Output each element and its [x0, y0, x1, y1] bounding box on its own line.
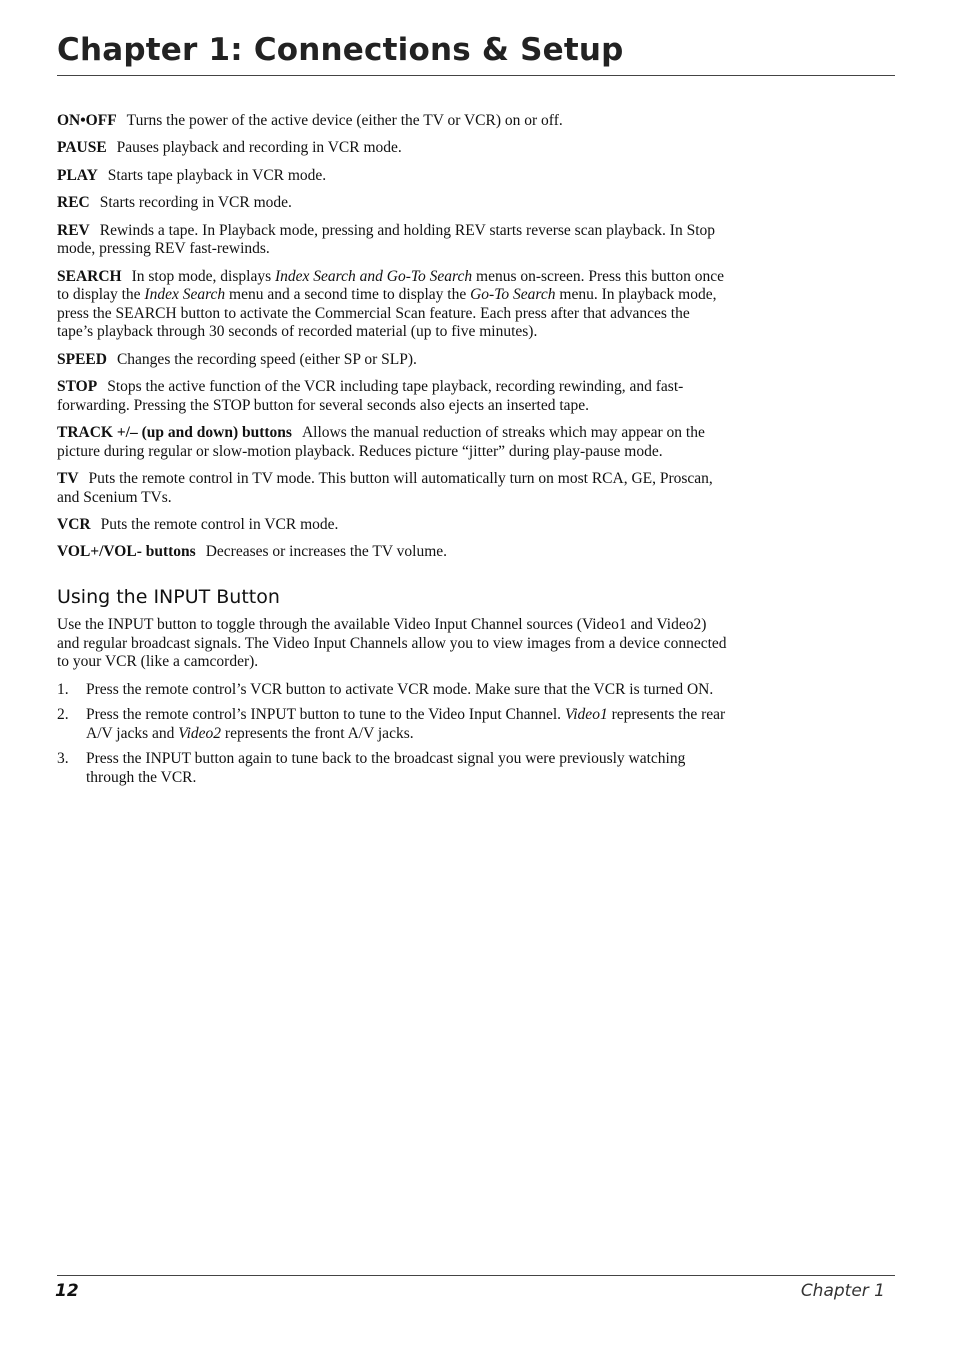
section-intro: Use the INPUT button to toggle through the available Video Input Channel sources (Video1 and Video2) and regular broadcast signals. The Video Input Channels allow you to view images from a device connected to your VCR (like a camcorder). — [57, 616, 727, 671]
footer-chapter-label: Chapter 1 — [800, 1281, 885, 1301]
definition-term: PAUSE — [57, 139, 107, 157]
text-run: represents the front A/V jacks. — [221, 724, 414, 742]
text-run: In stop mode, displays — [131, 267, 275, 285]
steps-list — [57, 681, 729, 788]
italic-text: Index Search — [144, 286, 226, 304]
definition-term: VCR — [57, 516, 91, 534]
chapter-title: Chapter 1: Connections & Setup — [57, 32, 624, 68]
text-run: menus on-screen. Press this button once to display the — [57, 267, 724, 304]
step-number: 1. — [57, 680, 69, 698]
definition-term: REC — [57, 194, 90, 212]
definition-term: ON•OFF — [57, 112, 117, 129]
definition-term: PLAY — [57, 166, 98, 184]
definition-item — [57, 516, 729, 535]
button-definitions — [57, 112, 729, 562]
page-number: 12 — [55, 1281, 79, 1301]
text-run: Starts tape playback in VCR mode. — [107, 166, 327, 184]
text-run: Press the INPUT button again to tune back to the broadcast signal you were previously watching through the VCR. — [86, 750, 686, 786]
text-run: menu and a second time to display the — [225, 286, 471, 304]
step-number: 2. — [57, 706, 69, 724]
text-run: Decreases or increases the TV volume. — [205, 543, 448, 561]
text-run: Pauses playback and recording in VCR mode. — [116, 139, 402, 157]
italic-text: Video1 — [564, 706, 608, 724]
italic-text: Go-To Search — [470, 286, 556, 304]
definition-item — [57, 112, 729, 131]
definition-term: STOP — [57, 378, 98, 396]
text-run: Allows the manual reduction of streaks which may appear on the picture during regular or slow-motion playback. Reduces picture “jitter” during play-pause mode. — [57, 424, 705, 460]
italic-text: Video2 — [178, 724, 222, 742]
definition-item — [57, 268, 729, 342]
text-run: Changes the recording speed (either SP or SLP). — [116, 350, 417, 368]
definition-item — [57, 470, 729, 507]
section-heading: Using the INPUT Button — [57, 586, 280, 609]
footer-rule — [57, 1275, 895, 1276]
text-run: Puts the remote control in TV mode. This button will automatically turn on most RCA, GE, Proscan, and Scenium TVs. — [57, 470, 713, 506]
definition-item — [57, 378, 729, 415]
text-run: Press the remote control’s VCR button to activate VCR mode. Make sure that the VCR is turned ON. — [86, 680, 714, 698]
definition-term: TRACK +/– (up and down) buttons — [57, 424, 292, 442]
definition-item — [57, 351, 729, 370]
definition-term: TV — [57, 470, 79, 488]
main-content — [57, 112, 729, 795]
definition-term: REV — [57, 221, 90, 239]
title-rule — [57, 75, 895, 76]
definition-term: VOL+/VOL- buttons — [57, 543, 196, 561]
definition-item — [57, 167, 729, 186]
text-run: menu. In playback mode, press the SEARCH button to activate the Commercial Scan feature. Each press after that advances the tape’s playback through 30 seconds of recorded material (up to five minutes). — [57, 286, 717, 341]
definition-term: SPEED — [57, 350, 107, 368]
definition-item — [57, 222, 729, 259]
definition-item — [57, 424, 729, 461]
definition-item — [57, 543, 729, 562]
text-run: Stops the active function of the VCR including tape playback, recording rewinding, and fast-forwarding. Pressing the STOP button for several seconds also ejects an inserted tape. — [57, 378, 684, 414]
text-run: Puts the remote control in VCR mode. — [100, 516, 339, 534]
definition-term: SEARCH — [57, 267, 122, 285]
step-item — [57, 706, 729, 743]
italic-text: Index Search and Go-To Search — [274, 267, 473, 285]
text-run: Starts recording in VCR mode. — [99, 194, 292, 212]
text-run: Turns the power of the active device (either the TV or VCR) on or off. — [126, 112, 563, 129]
text-run: represents the rear A/V jacks and — [86, 706, 726, 742]
text-run: Rewinds a tape. In Playback mode, pressing and holding REV starts reverse scan playback. In Stop mode, pressing REV fast-rewinds. — [57, 221, 716, 258]
definition-item — [57, 194, 729, 213]
definition-item — [57, 139, 729, 158]
step-item — [57, 681, 729, 700]
text-run: Press the remote control’s INPUT button to tune to the Video Input Channel. — [86, 706, 565, 724]
step-item — [57, 750, 729, 787]
step-number: 3. — [57, 750, 69, 768]
